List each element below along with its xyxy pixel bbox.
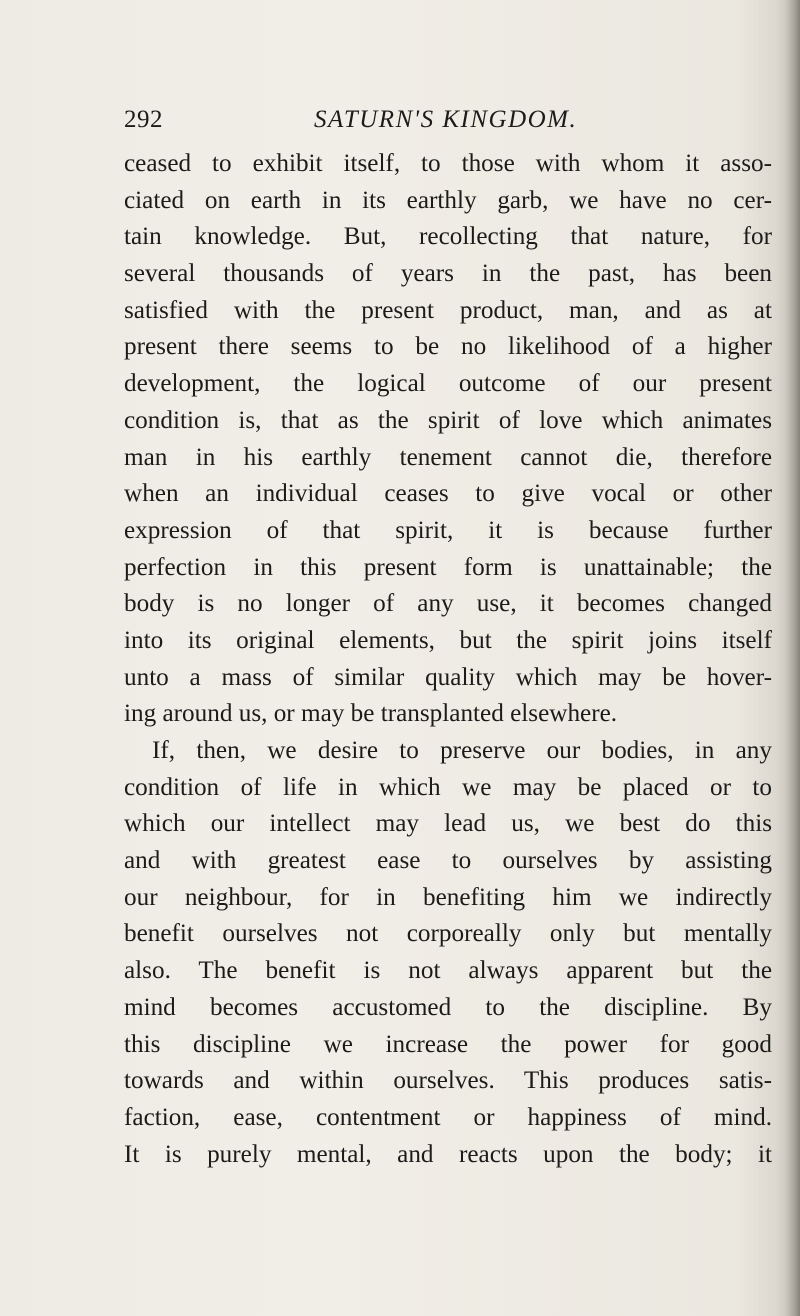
text-line: ceased to exhibit itself, to those with whom it asso- — [124, 150, 772, 177]
text-line: when an individual ceases to give vocal or other — [124, 480, 772, 508]
text-line: perfection in this present form is unattainable; the — [124, 553, 772, 581]
text-line: body is no longer of any use, it becomes changed — [124, 590, 772, 618]
text-line: present there seems to be no likelihood of a higher — [124, 333, 772, 361]
body-text — [124, 146, 772, 1173]
text-line: several thousands of years in the past, has been — [124, 260, 772, 288]
text-line: tain knowledge. But, recollecting that nature, for — [124, 223, 772, 251]
text-line: benefit ourselves not corporeally only but mentally — [124, 920, 772, 948]
text-line: condition is, that as the spirit of love which animates — [124, 406, 772, 434]
page-edge-shadow — [786, 0, 800, 1316]
text-line: condition of life in which we may be placed or to — [124, 773, 772, 801]
text-line: ciated on earth in its earthly garb, we have no cer- — [124, 186, 772, 214]
text-line: unto a mass of similar quality which may be hover- — [124, 663, 772, 691]
text-line: satisfied with the present product, man, and as at — [124, 296, 772, 324]
text-line: towards and within ourselves. This produces satis- — [124, 1067, 772, 1095]
text-line: and with greatest ease to ourselves by assisting — [124, 847, 772, 875]
text-line: development, the logical outcome of our present — [124, 370, 772, 398]
text-line: our neighbour, for in benefiting him we indirectly — [124, 883, 772, 911]
text-line: this discipline we increase the power for good — [124, 1030, 772, 1058]
text-line: It is purely mental, and reacts upon the body; it — [124, 1140, 772, 1168]
text-line: into its original elements, but the spirit joins itself — [124, 626, 772, 654]
running-header — [124, 106, 764, 142]
running-title: SATURN'S KINGDOM. — [314, 106, 578, 133]
paragraph-last-line: ing around us, or may be transplanted elsewhere. — [124, 700, 618, 728]
text-line: mind becomes accustomed to the discipline. By — [124, 993, 772, 1021]
text-line: expression of that spirit, it is because further — [124, 516, 772, 544]
text-line: man in his earthly tenement cannot die, therefore — [124, 443, 772, 471]
text-line: faction, ease, contentment or happiness of mind. — [124, 1103, 772, 1131]
text-line: which our intellect may lead us, we best do this — [124, 810, 772, 838]
page-number: 292 — [124, 106, 163, 133]
text-line: also. The benefit is not always apparent but the — [124, 957, 772, 985]
paragraph-first-line: If, then, we desire to preserve our bodies, in any — [152, 737, 772, 764]
